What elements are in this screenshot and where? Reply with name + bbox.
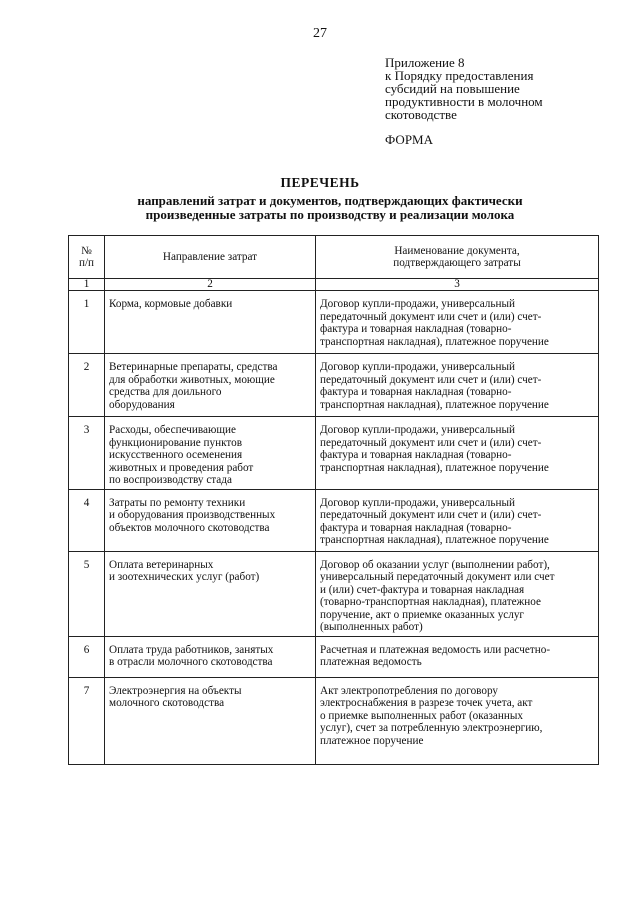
table-row <box>69 417 599 490</box>
row-number: 2 <box>69 354 105 417</box>
annex-block <box>385 56 600 121</box>
documents-line: фактура и товарная накладная (товарно- <box>320 386 512 398</box>
documents-line: платежное поручение <box>320 734 424 747</box>
direction-line: искусственного осеменения <box>109 449 243 461</box>
table-row <box>69 677 599 764</box>
documents-line: Договор купли-продажи, универсальный <box>320 298 515 310</box>
table-row <box>69 291 599 354</box>
documents-line: услуг), счет за потребленную электроэнергию, <box>320 722 543 734</box>
direction-cell <box>105 677 316 764</box>
row-number: 5 <box>69 551 105 636</box>
table-row <box>69 551 599 636</box>
documents-line: транспортная накладная), платежное поручение <box>320 398 549 411</box>
table-row <box>69 354 599 417</box>
documents-line: транспортная накладная), платежное поручение <box>320 461 549 474</box>
header-direction: Направление затрат <box>105 236 316 279</box>
documents-line: поручение, акт о приемке оказанных услуг <box>320 608 525 621</box>
direction-line: функционирование пунктов <box>109 436 243 449</box>
direction-cell <box>105 489 316 551</box>
column-number: 1 <box>69 279 105 291</box>
documents-line: Акт электропотребления по договору <box>320 684 499 697</box>
direction-line: Электроэнергия на объекты <box>109 684 242 697</box>
direction-cell <box>105 417 316 490</box>
documents-cell <box>316 489 599 551</box>
documents-line: и (или) счет-фактура и товарная накладная <box>320 583 525 596</box>
direction-line: Корма, кормовые добавки <box>109 298 233 310</box>
direction-line: средства для доильного <box>109 386 222 398</box>
row-number: 7 <box>69 677 105 764</box>
documents-line: Договор об оказании услуг (выполнении работ), <box>320 558 550 571</box>
documents-line: Договор купли-продажи, универсальный <box>320 424 515 436</box>
subtitle-line: направлений затрат и документов, подтверждающих фактически <box>137 193 523 208</box>
header-document <box>316 236 599 279</box>
direction-line: по воспроизводству стада <box>109 474 232 486</box>
documents-line: передаточный документ или счет и (или) счет- <box>320 509 542 521</box>
document-title: ПЕРЕЧЕНЬ <box>280 175 360 190</box>
direction-line: молочного скотоводства <box>109 697 225 709</box>
documents-cell <box>316 417 599 490</box>
header-num-line: № <box>81 244 92 257</box>
direction-line: оборудования <box>109 398 175 411</box>
row-number: 3 <box>69 417 105 490</box>
direction-line: Расходы, обеспечивающие <box>109 424 236 436</box>
direction-line: для обработки животных, моющие <box>109 373 275 386</box>
column-number: 3 <box>316 279 599 291</box>
table-row <box>69 636 599 677</box>
documents-line: передаточный документ или счет и (или) счет- <box>320 310 542 323</box>
documents-line: (выполненных работ) <box>320 621 423 633</box>
annex-line: к Порядку предоставления <box>385 68 534 83</box>
documents-line: транспортная накладная), платежное поручение <box>320 335 549 348</box>
row-number: 4 <box>69 489 105 551</box>
documents-line: Расчетная и платежная ведомость или расчетно- <box>320 643 551 656</box>
direction-line: животных и проведения работ <box>109 461 254 474</box>
documents-line: Договор купли-продажи, универсальный <box>320 361 515 373</box>
header-num-line: п/п <box>78 257 95 269</box>
documents-line: о приемке выполненных работ (оказанных <box>320 709 523 722</box>
documents-cell <box>316 551 599 636</box>
documents-line: транспортная накладная), платежное поручение <box>320 534 549 546</box>
column-number: 2 <box>105 279 316 291</box>
direction-line: Оплата труда работников, занятых <box>109 643 274 656</box>
documents-line: (товарно-транспортная накладная), платежное <box>320 596 541 608</box>
document-subtitle <box>60 194 600 222</box>
documents-line: передаточный документ или счет и (или) счет- <box>320 436 542 449</box>
direction-line: в отрасли молочного скотоводства <box>109 656 273 668</box>
documents-line: универсальный передаточный документ или счет <box>320 571 555 583</box>
table-header-row <box>69 236 599 279</box>
annex-line: продуктивности в молочном <box>385 94 543 109</box>
direction-cell <box>105 354 316 417</box>
annex-line: субсидий на повышение <box>385 81 520 96</box>
header-num <box>69 236 105 279</box>
page-number: 27 <box>313 26 327 41</box>
header-document-line: подтверждающего затраты <box>393 257 521 269</box>
documents-cell <box>316 636 599 677</box>
subtitle-line: произведенные затраты по производству и реализации молока <box>145 207 515 222</box>
documents-line: электроснабжения в разрезе точек учета, акт <box>320 697 533 709</box>
direction-cell <box>105 291 316 354</box>
annex-line: Приложение 8 <box>385 55 465 70</box>
documents-line: Договор купли-продажи, универсальный <box>320 496 515 509</box>
documents-line: передаточный документ или счет и (или) счет- <box>320 373 542 386</box>
header-document-line: Наименование документа, <box>394 244 520 257</box>
documents-line: платежная ведомость <box>320 656 422 668</box>
annex-line: скотоводстве <box>385 107 457 122</box>
form-label: ФОРМА <box>385 132 433 147</box>
documents-line: фактура и товарная накладная (товарно- <box>320 449 512 461</box>
documents-line: фактура и товарная накладная (товарно- <box>320 521 512 534</box>
direction-line: Оплата ветеринарных <box>109 558 214 571</box>
documents-cell <box>316 354 599 417</box>
row-number: 6 <box>69 636 105 677</box>
direction-cell <box>105 636 316 677</box>
direction-line: объектов молочного скотоводства <box>109 521 270 534</box>
documents-line: фактура и товарная накладная (товарно- <box>320 323 512 335</box>
direction-line: Затраты по ремонту техники <box>109 496 246 509</box>
row-number: 1 <box>69 291 105 354</box>
documents-cell <box>316 677 599 764</box>
expenses-table <box>68 235 599 765</box>
direction-line: Ветеринарные препараты, средства <box>109 361 278 373</box>
documents-cell <box>316 291 599 354</box>
table-row <box>69 489 599 551</box>
direction-line: и оборудования производственных <box>109 509 276 521</box>
direction-cell <box>105 551 316 636</box>
column-number-row <box>69 279 599 291</box>
direction-line: и зоотехнических услуг (работ) <box>109 571 260 583</box>
